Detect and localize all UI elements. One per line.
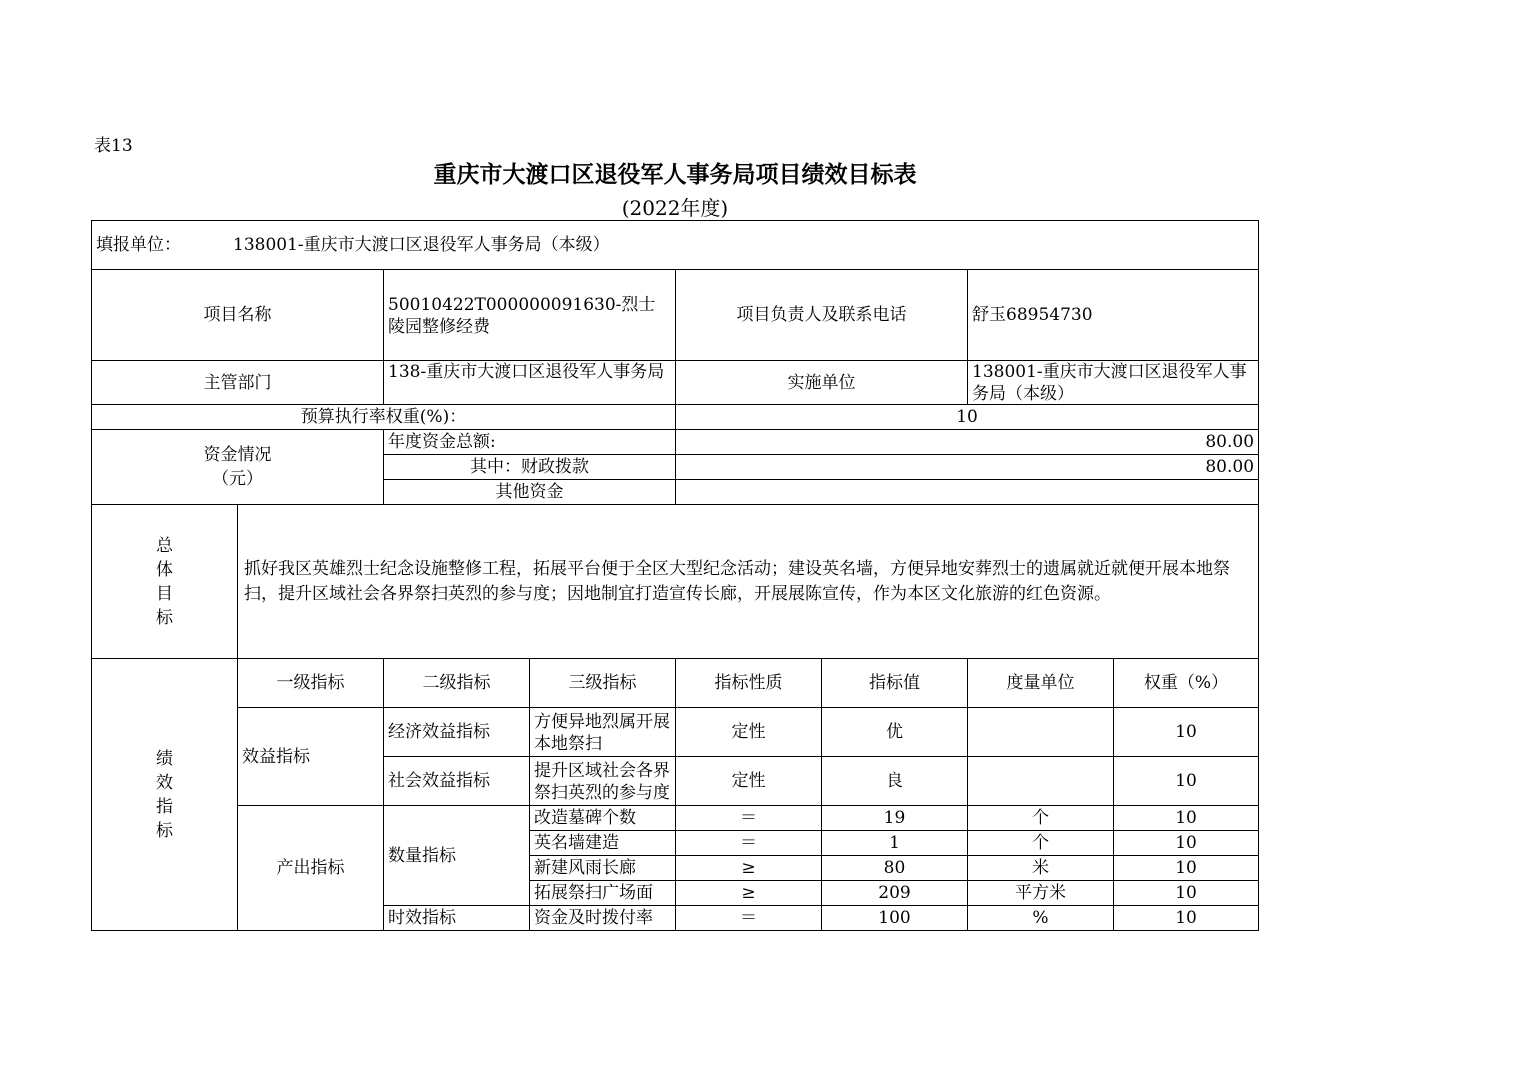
overall-goal-char: 标 (156, 607, 173, 628)
funds-total-row (92, 430, 1259, 455)
project-name-row (92, 270, 1259, 361)
indicator-header-row (92, 659, 1259, 708)
overall-goal-text: 抓好我区英雄烈士纪念设施整修工程，拓展平台便于全区大型纪念活动；建设英名墙，方便异地安葬烈士的遗属就近就便开展本地祭扫，提升区域社会各界祭扫英烈的参与度；因地制宜打造宣传长廊，开展展陈宣传，作为本区文化旅游的红色资源。 (244, 558, 1230, 604)
project-name-cell (384, 270, 676, 361)
header-level1: 一级指标 (238, 659, 384, 708)
quantity-indicator-label: 数量指标 (384, 806, 530, 906)
overall-goal-cell (238, 505, 1259, 659)
header-weight: 权重（%） (1114, 659, 1259, 708)
overall-goal-row (92, 505, 1259, 659)
weight-cell: 10 (1114, 806, 1259, 831)
level2-cell: 社会效益指标 (384, 757, 530, 806)
level3-cell: 新建风雨长廊 (530, 856, 676, 881)
level3-cell (530, 708, 676, 757)
level3-text: 提升区域社会各界祭扫英烈的参与度 (534, 761, 670, 802)
overall-goal-char: 总 (156, 535, 173, 556)
weight-cell: 10 (1114, 906, 1259, 931)
weight-cell: 10 (1114, 831, 1259, 856)
page-title: 重庆市大渡口区退役军人事务局项目绩效目标表 (433, 161, 917, 188)
level3-cell: 资金及时拨付率 (530, 906, 676, 931)
nature-cell: ＝ (676, 831, 822, 856)
value-cell: 1 (822, 831, 968, 856)
funds-label-line2: （元） (212, 469, 263, 489)
performance-indicators-label (92, 659, 238, 931)
weight-cell: 10 (1114, 856, 1259, 881)
header-level2: 二级指标 (384, 659, 530, 708)
value-cell: 良 (822, 757, 968, 806)
unit-cell: 个 (968, 806, 1114, 831)
level3-cell: 改造墓碑个数 (530, 806, 676, 831)
value-cell: 100 (822, 906, 968, 931)
value-cell: 209 (822, 881, 968, 906)
reporting-unit-label: 填报单位： (96, 235, 181, 255)
overall-goal-label (92, 505, 238, 659)
funds-label-line1: 资金情况 (203, 445, 272, 465)
benefit-indicator-label: 效益指标 (238, 708, 384, 806)
level3-cell: 拓展祭扫广场面 (530, 881, 676, 906)
header-level3: 三级指标 (530, 659, 676, 708)
nature-cell: ≥ (676, 856, 822, 881)
header-value: 指标值 (822, 659, 968, 708)
project-leader-value: 舒玉68954730 (968, 270, 1259, 361)
table-row (92, 806, 1259, 831)
nature-cell: 定性 (676, 757, 822, 806)
project-leader-label: 项目负责人及联系电话 (676, 270, 968, 361)
table-row (92, 708, 1259, 757)
value-cell: 优 (822, 708, 968, 757)
unit-cell: 米 (968, 856, 1114, 881)
nature-cell: 定性 (676, 708, 822, 757)
output-indicator-label: 产出指标 (238, 806, 384, 931)
performance-target-table (91, 220, 1259, 931)
department-value: 138-重庆市大渡口区退役军人事务局 (388, 362, 665, 382)
overall-goal-char: 体 (156, 559, 173, 580)
nature-cell: ≥ (676, 881, 822, 906)
header-nature: 指标性质 (676, 659, 822, 708)
unit-cell (968, 757, 1114, 806)
level2-cell: 经济效益指标 (384, 708, 530, 757)
header-unit: 度量单位 (968, 659, 1114, 708)
level3-cell (530, 757, 676, 806)
nature-cell: ＝ (676, 906, 822, 931)
nature-cell: ＝ (676, 806, 822, 831)
weight-cell: 10 (1114, 708, 1259, 757)
funds-other-label: 其他资金 (384, 480, 676, 505)
unit-cell: 个 (968, 831, 1114, 856)
funds-label (92, 430, 384, 505)
unit-cell: % (968, 906, 1114, 931)
time-indicator-label: 时效指标 (384, 906, 530, 931)
department-cell (384, 361, 676, 405)
funds-total-value: 80.00 (676, 430, 1259, 455)
implementing-unit-label: 实施单位 (676, 361, 968, 405)
level3-cell: 英名墙建造 (530, 831, 676, 856)
funds-other-value (676, 480, 1259, 505)
reporting-unit-row (92, 221, 1259, 270)
budget-rate-label: 预算执行率权重(%)： (92, 405, 676, 430)
funds-total-label: 年度资金总额: (384, 430, 676, 455)
funds-fiscal-label: 其中：财政拨款 (384, 455, 676, 480)
weight-cell: 10 (1114, 881, 1259, 906)
performance-indicators-char: 效 (156, 772, 173, 793)
project-name-label: 项目名称 (92, 270, 384, 361)
page-subtitle-year: (2022年度) (621, 196, 729, 220)
unit-cell: 平方米 (968, 881, 1114, 906)
unit-cell (968, 708, 1114, 757)
implementing-unit-value: 138001-重庆市大渡口区退役军人事务局（本级） (972, 362, 1247, 401)
value-cell: 80 (822, 856, 968, 881)
performance-indicators-char: 指 (156, 796, 173, 817)
performance-indicators-char: 绩 (156, 748, 173, 769)
reporting-unit-cell (92, 221, 1259, 270)
budget-rate-value: 10 (676, 405, 1259, 430)
value-cell: 19 (822, 806, 968, 831)
funds-fiscal-value: 80.00 (676, 455, 1259, 480)
project-name-value: 50010422T000000091630-烈士陵园整修经费 (388, 295, 656, 336)
department-row (92, 361, 1259, 405)
table-number: 表13 (94, 136, 133, 156)
overall-goal-char: 目 (156, 583, 173, 604)
department-label: 主管部门 (92, 361, 384, 405)
budget-rate-row (92, 405, 1259, 430)
reporting-unit-value: 138001-重庆市大渡口区退役军人事务局（本级） (233, 235, 610, 255)
performance-indicators-char: 标 (156, 820, 173, 841)
level3-text: 方便异地烈属开展本地祭扫 (534, 712, 670, 753)
implementing-unit-cell (968, 361, 1259, 405)
weight-cell: 10 (1114, 757, 1259, 806)
